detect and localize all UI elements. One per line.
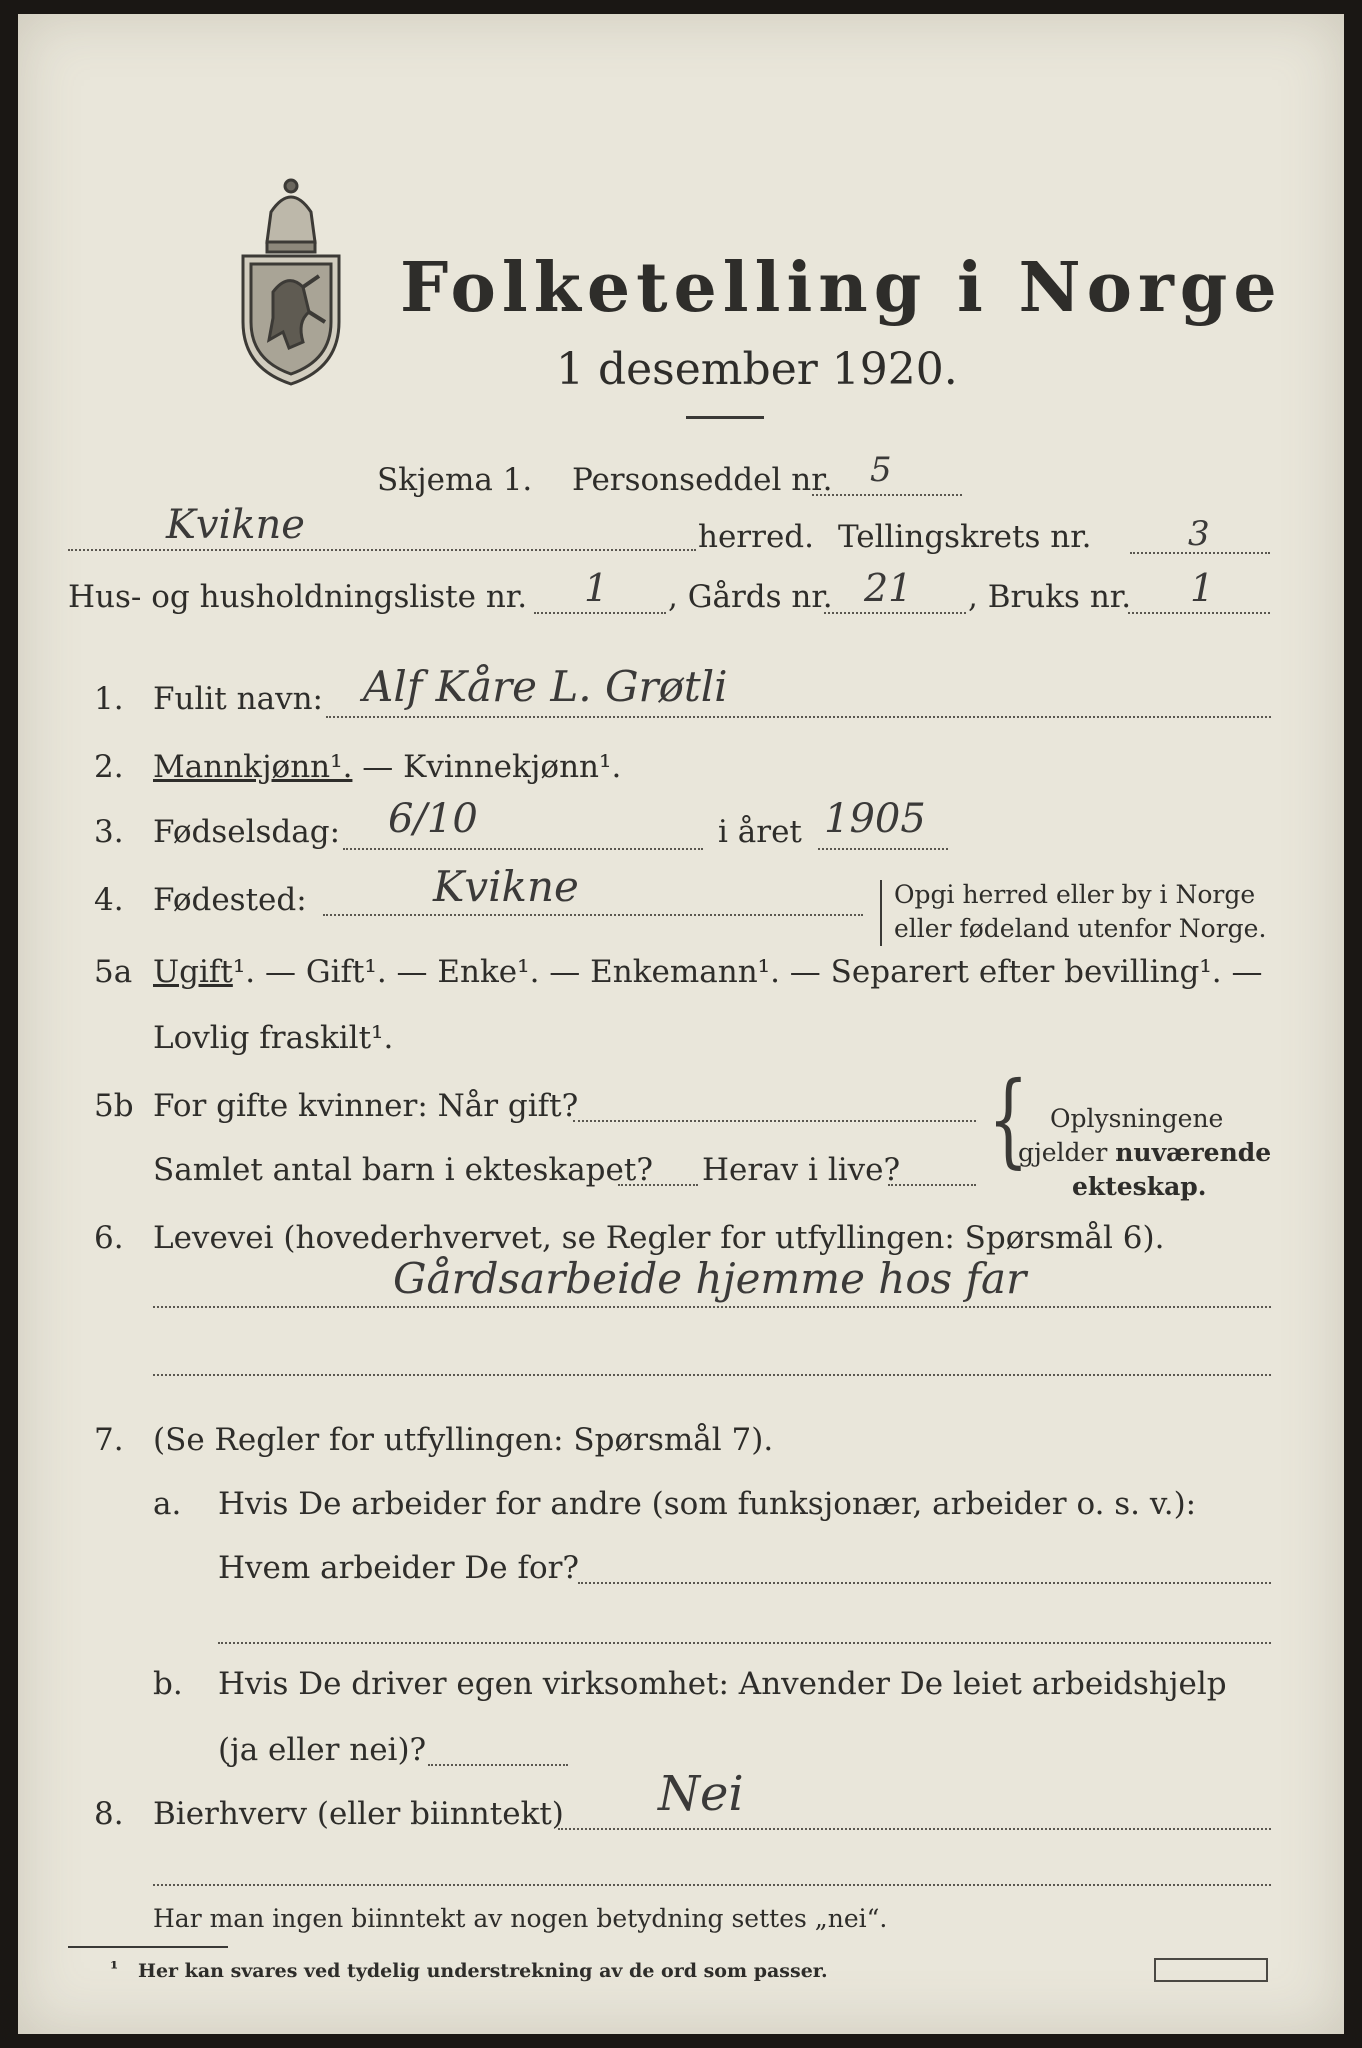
- q6-line2: [153, 1374, 1271, 1376]
- footnote-mark: ¹: [110, 1958, 119, 1980]
- q2-number: 2.: [94, 749, 124, 785]
- q1-number: 1.: [94, 681, 124, 717]
- q4-note-line2: eller fødeland utenfor Norge.: [894, 914, 1267, 943]
- bruks-label: , Bruks nr.: [968, 579, 1132, 615]
- q3-year-value: 1905: [824, 796, 926, 842]
- q4-label: Fødested:: [153, 882, 307, 918]
- q5b-note-line2: [1018, 1138, 1271, 1167]
- q7-number: 7.: [94, 1422, 124, 1458]
- q4-line: [323, 914, 863, 916]
- q8-line1: [558, 1828, 1271, 1830]
- q7a-line2: [218, 1642, 1271, 1644]
- q4-number: 4.: [94, 882, 124, 918]
- gards-value: 21: [864, 566, 913, 610]
- q5b-line2: [618, 1184, 698, 1186]
- q7-label: (Se Regler for utfyllingen: Spørsmål 7).: [153, 1422, 774, 1458]
- q2-separator: —: [352, 749, 404, 785]
- q8-number: 8.: [94, 1796, 124, 1832]
- q7a-label: Hvis De arbeider for andre (som funksjonær, arbeider o. s. v.):: [218, 1486, 1197, 1522]
- q4-value: Kvikne: [433, 862, 579, 911]
- hus-line: [534, 612, 666, 614]
- personseddel-label: Personseddel nr.: [572, 462, 833, 498]
- q4-note-line1: Opgi herred eller by i Norge: [894, 880, 1256, 909]
- personseddel-value: 5: [870, 450, 892, 490]
- q8-value: Nei: [658, 1766, 744, 1822]
- footnote-text: Her kan svares ved tydelig understrekning av de ord som passer.: [138, 1960, 828, 1982]
- hus-label: Hus- og husholdningsliste nr.: [68, 579, 528, 615]
- q2-options: [153, 749, 621, 785]
- tellingskrets-label: Tellingskrets nr.: [838, 519, 1092, 555]
- title-divider: [686, 416, 764, 419]
- q5b-label2: Samlet antal barn i ekteskapet?: [153, 1152, 653, 1188]
- q5b-label3: Herav i live?: [702, 1152, 901, 1188]
- q3-value: 6/10: [388, 796, 478, 842]
- q3-line: [343, 848, 703, 850]
- q7a-letter: a.: [153, 1486, 182, 1522]
- personseddel-line: [812, 494, 962, 496]
- printer-stamp: [1154, 1958, 1268, 1982]
- bruks-value: 1: [1190, 566, 1215, 610]
- census-form-page: [18, 14, 1344, 2034]
- q5a-rest: ¹. — Gift¹. — Enke¹. — Enkemann¹. — Separert efter bevilling¹. —: [232, 954, 1263, 990]
- q5b-line1: [573, 1120, 976, 1122]
- herred-line: [68, 549, 696, 551]
- q8-line2: [153, 1884, 1271, 1886]
- q7b-line: [428, 1764, 568, 1766]
- q5a-options: [153, 954, 1262, 990]
- q5a-number: 5a: [94, 954, 133, 990]
- footnote-divider: [68, 1946, 228, 1948]
- form-title: Folketelling i Norge: [400, 248, 1283, 328]
- hus-value: 1: [584, 566, 609, 610]
- q4-note-brace: [880, 880, 886, 946]
- q7b-question: (ja eller nei)?: [218, 1732, 427, 1768]
- q3-number: 3.: [94, 814, 124, 850]
- q5b-note-line1: Oplysningene: [1050, 1104, 1224, 1133]
- q1-line: [326, 716, 1271, 718]
- gards-line: [824, 612, 966, 614]
- herred-label: herred.: [698, 519, 814, 555]
- q2-male: Mannkjønn¹.: [153, 749, 353, 785]
- census-date: 1 desember 1920.: [556, 344, 958, 395]
- q3-year-label: i året: [718, 814, 802, 850]
- skjema-label: Skjema 1.: [377, 462, 533, 498]
- q7b-letter: b.: [153, 1666, 183, 1702]
- q5b-note-brace: {: [988, 1061, 1029, 1181]
- q5b-note-gjelder: gjelder: [1018, 1138, 1116, 1167]
- q7a-question: Hvem arbeider De for?: [218, 1550, 580, 1586]
- q5b-line3: [888, 1184, 976, 1186]
- footer-note: Har man ingen biinntekt av nogen betydning settes „nei“.: [153, 1904, 888, 1933]
- q5a-line2: Lovlig fraskilt¹.: [153, 1020, 394, 1056]
- q2-female: Kvinnekjønn¹.: [403, 749, 622, 785]
- q6-number: 6.: [94, 1220, 124, 1256]
- gards-label: , Gårds nr.: [668, 579, 833, 615]
- norwegian-coat-of-arms-icon: [233, 172, 349, 388]
- q5b-label1: For gifte kvinner: Når gift?: [153, 1088, 579, 1124]
- q6-label: Levevei (hovederhvervet, se Regler for utfyllingen: Spørsmål 6).: [153, 1220, 1165, 1256]
- q8-label: Bierhverv (eller biinntekt): [153, 1796, 564, 1832]
- bruks-line: [1128, 612, 1270, 614]
- q5b-note-nuvaerende: nuværende: [1115, 1138, 1272, 1167]
- q6-line1: [153, 1306, 1271, 1308]
- q1-value: Alf Kåre L. Grøtli: [363, 662, 728, 711]
- q7a-line1: [578, 1582, 1271, 1584]
- q5b-note-line3: ekteskap.: [1072, 1172, 1207, 1201]
- q5b-number: 5b: [94, 1088, 134, 1124]
- q3-label: Fødselsdag:: [153, 814, 341, 850]
- q6-value: Gårdsarbeide hjemme hos far: [393, 1254, 1027, 1303]
- q5a-ugift: Ugift: [153, 954, 233, 990]
- q1-label: Fulit navn:: [153, 681, 323, 717]
- q3-year-line: [818, 848, 948, 850]
- q7b-label: Hvis De driver egen virksomhet: Anvender De leiet arbeidshjelp: [218, 1666, 1227, 1702]
- tellingskrets-value: 3: [1188, 514, 1210, 554]
- herred-value: Kvikne: [166, 502, 305, 548]
